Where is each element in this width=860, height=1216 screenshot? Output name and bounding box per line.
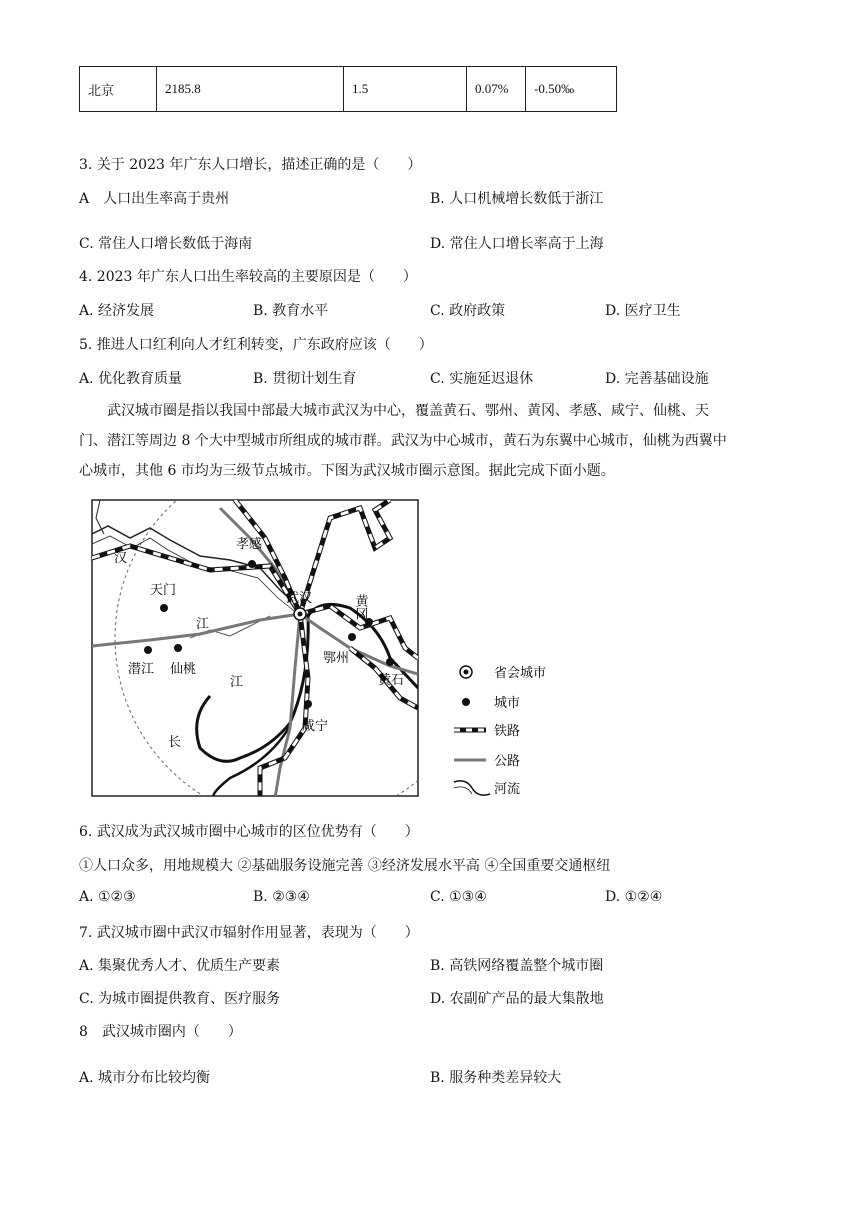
q7-stem: 7. 武汉城市圈中武汉市辐射作用显著，表现为（ ） [79,925,419,941]
population-table [79,66,617,112]
river-label-jiang-2: 江 [230,675,244,690]
q6-option-c[interactable]: C. ①③④ [430,889,487,905]
legend-capital-label: 省会城市 [494,666,547,681]
xiantao-label: 仙桃 [170,662,197,677]
legend-city-icon [462,698,470,706]
q6-stem: 6. 武汉成为武汉城市圈中心城市的区位优势有（ ） [79,824,419,840]
passage-line-3: 心城市，其他 6 市均为三级节点城市。下图为武汉城市圈示意图。据此完成下面小题。 [79,463,615,479]
river-label-jiang-1: 江 [196,617,210,632]
q5-option-b[interactable]: B. 贯彻计划生育 [253,371,357,387]
map-legend [454,665,546,797]
xianning-marker [304,700,312,708]
xianning-label: 咸宁 [302,719,329,734]
xiantao-marker [174,644,182,652]
tianmen-marker [160,604,168,612]
qianjiang-label: 潜江 [128,662,155,677]
q7-option-a[interactable]: A. 集聚优秀人才、优质生产要素 [79,958,281,974]
qianjiang-marker [144,646,152,654]
ezhou-label: 鄂州 [323,651,350,666]
q6-option-b[interactable]: B. ②③④ [253,889,310,905]
q6-statements: ①人口众多，用地规模大 ②基础服务设施完善 ③经济发展水平高 ④全国重要交通枢纽 [79,858,611,874]
q4-option-a[interactable]: A. 经济发展 [79,303,155,319]
passage-line-2: 门、潜江等周边 8 个大中型城市所组成的城市群。武汉为中心城市，黄石为东翼中心城市，仙桃为西翼中 [79,433,727,449]
table-cell-region: 北京 [80,67,157,112]
river-label-han: 汉 [114,551,128,566]
q4-stem: 4. 2023 年广东人口出生率较高的主要原因是（ ） [79,269,417,285]
table-cell-value4: -0.50‰ [526,67,617,112]
legend-river-icon [454,781,490,795]
q5-option-d[interactable]: D. 完善基础设施 [605,371,709,387]
legend-river-label: 河流 [494,782,521,797]
q7-option-d[interactable]: D. 农副矿产品的最大集散地 [430,991,604,1007]
q5-stem: 5. 推进人口红利向人才红利转变，广东政府应该（ ） [79,337,433,353]
q3-option-a[interactable]: A 人口出生率高于贵州 [79,191,230,207]
q3-option-c[interactable]: C. 常住人口增长数低于海南 [79,236,253,252]
q7-option-c[interactable]: C. 为城市圈提供教育、医疗服务 [79,991,281,1007]
legend-highway-label: 公路 [494,754,521,769]
legend-city-label: 城市 [494,696,521,711]
table-row [80,67,617,112]
q4-option-c[interactable]: C. 政府政策 [430,303,506,319]
q8-option-a[interactable]: A. 城市分布比较均衡 [79,1070,211,1086]
ezhou-marker [348,633,356,641]
legend-railway-label: 铁路 [494,724,521,739]
wuhan-label: 武汉 [286,591,313,606]
q5-option-c[interactable]: C. 实施延迟退休 [430,371,534,387]
q3-option-d[interactable]: D. 常住人口增长率高于上海 [430,236,604,252]
q3-option-b[interactable]: B. 人口机械增长数低于浙江 [430,191,604,207]
tianmen-label: 天门 [150,583,177,598]
xiaogan-label: 孝感 [236,537,263,552]
huangshi-marker [386,658,394,666]
table-cell-value1: 2185.8 [157,67,344,112]
river-label-chang: 长 [168,735,182,750]
table-cell-value2: 1.5 [344,67,467,112]
q6-option-a[interactable]: A. ①②③ [79,889,136,905]
q8-option-b[interactable]: B. 服务种类差异较大 [430,1070,562,1086]
wuhan-city-circle-map [90,498,560,810]
q4-option-d[interactable]: D. 医疗卫生 [605,303,681,319]
huangshi-label: 黄石 [378,673,405,688]
q5-option-a[interactable]: A. 优化教育质量 [79,371,183,387]
table-cell-value3: 0.07% [467,67,526,112]
q4-option-b[interactable]: B. 教育水平 [253,303,329,319]
xiaogan-marker [248,560,256,568]
passage-line-1: 武汉城市圈是指以我国中部最大城市武汉为中心，覆盖黄石、鄂州、黄冈、孝感、咸宁、仙桃、天 [107,403,709,419]
q7-option-b[interactable]: B. 高铁网络覆盖整个城市圈 [430,958,604,974]
huanggang-label-1: 黄冈 [352,594,368,620]
q6-option-d[interactable]: D. ①②④ [605,889,663,905]
q3-stem: 3. 关于 2023 年广东人口增长，描述正确的是（ ） [79,157,422,173]
q8-stem: 8 武汉城市圈内（ ） [79,1024,242,1040]
